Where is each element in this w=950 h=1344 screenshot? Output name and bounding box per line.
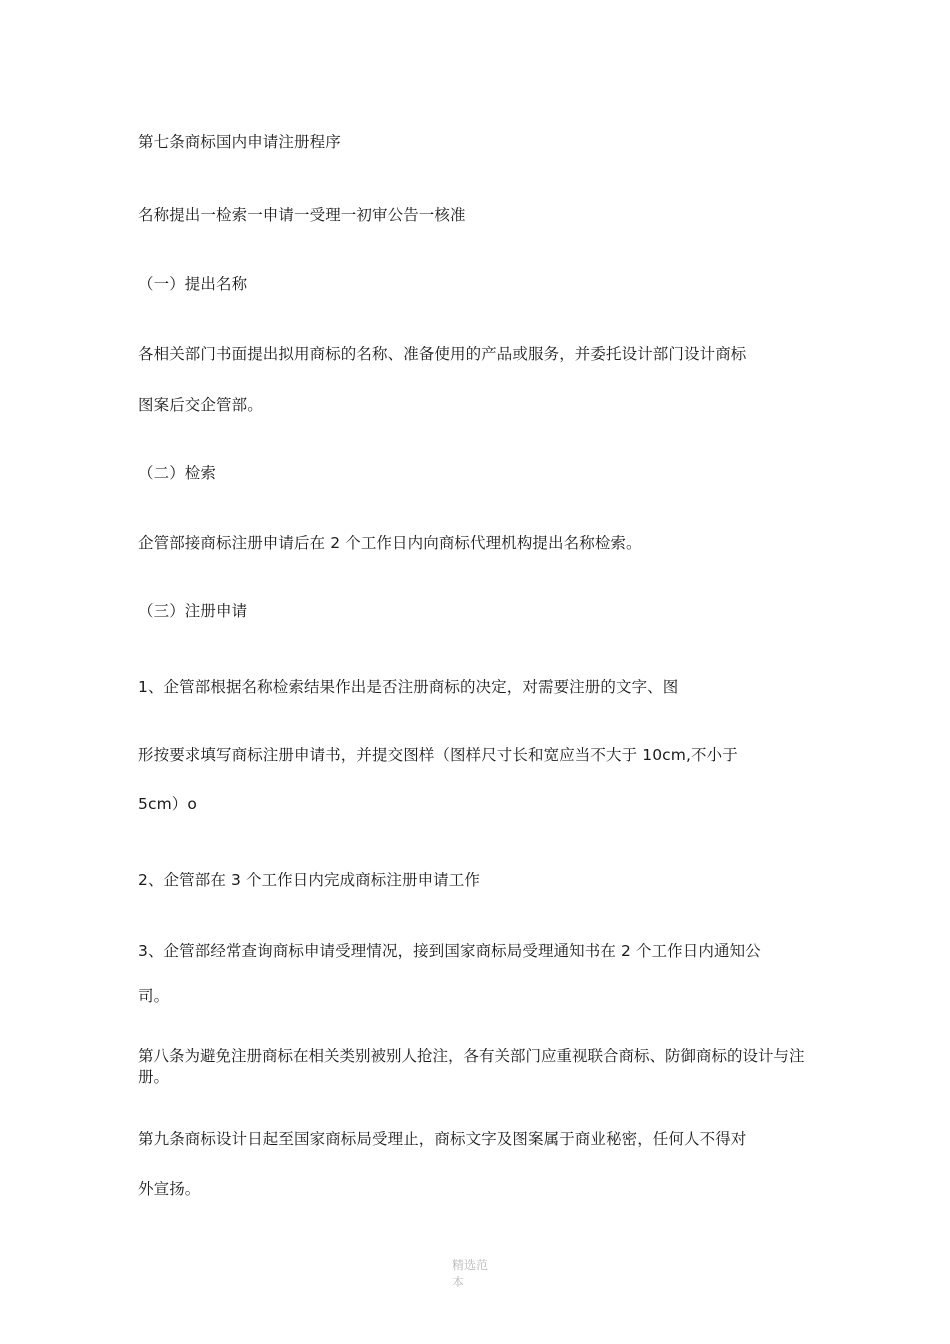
item-2-line: 2、企管部在 3 个工作日内完成商标注册申请工作	[138, 871, 480, 889]
item-3-line-1: 3、企管部经常查询商标申请受理情况，接到国家商标局受理通知书在 2 个工作日内通知公	[138, 942, 761, 960]
process-flow-line: 名称提出一检索一申请一受理一初审公告一核准	[138, 206, 466, 224]
item-1-line-2: 形按要求填写商标注册申请书，并提交图样（图样尺寸长和宽应当不大于 10cm,不小于	[138, 746, 738, 764]
section-2-paragraph: 企管部接商标注册申请后在 2 个工作日内向商标代理机构提出名称检索。	[138, 534, 642, 552]
section-3-heading: （三）注册申请	[138, 602, 248, 620]
article-7-title: 第七条商标国内申请注册程序	[138, 133, 341, 151]
item-1-line-1: 1、企管部根据名称检索结果作出是否注册商标的决定，对需要注册的文字、图	[138, 678, 679, 696]
article-9-line-1: 第九条商标设计日起至国家商标局受理止，商标文字及图案属于商业秘密，任何人不得对	[138, 1130, 747, 1148]
section-1-paragraph-line-1: 各相关部门书面提出拟用商标的名称、准备使用的产品或服务，并委托设计部门设计商标	[138, 345, 747, 363]
section-1-paragraph-line-2: 图案后交企管部。	[138, 396, 263, 414]
article-9-line-2: 外宣扬。	[138, 1180, 201, 1198]
item-3-line-2: 司。	[138, 987, 170, 1005]
item-1-line-3: 5cm）o	[138, 795, 197, 813]
section-1-heading: （一）提出名称	[138, 275, 248, 293]
article-8-paragraph: 第八条为避免注册商标在相关类别被别人抢注，各有关部门应重视联合商标、防御商标的设计与注册。	[138, 1047, 805, 1086]
page-footer-watermark: 精选范本	[452, 1258, 489, 1289]
section-2-heading: （二）检索	[138, 464, 217, 482]
